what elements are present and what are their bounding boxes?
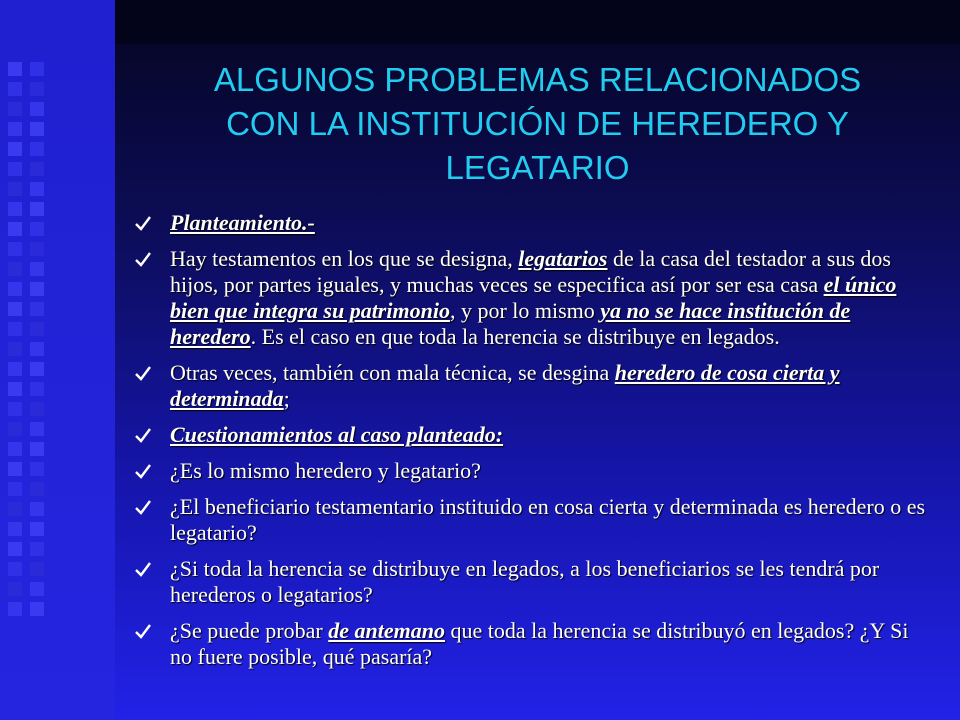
decor-square [30, 282, 44, 296]
decor-square [30, 402, 44, 416]
decor-square [30, 442, 44, 456]
emphasized-text: heredero de cosa cierta y determinada [170, 360, 840, 411]
decor-square [30, 602, 44, 616]
decor-square [8, 282, 22, 296]
decor-square [8, 222, 22, 236]
square-column-left [8, 62, 22, 622]
decor-square [30, 162, 44, 176]
bullet-text: ¿El beneficiario testamentario instituido en cosa cierta y determinada es heredero o es legatario? [170, 494, 926, 545]
bullet-item [130, 458, 930, 484]
decor-square [8, 102, 22, 116]
bullet-text: de la casa del testador a sus dos hijos, por partes iguales, y muchas veces se especifica así por ser esa casa [170, 246, 891, 297]
decor-square [8, 502, 22, 516]
decor-square [8, 82, 22, 96]
bullet-item [130, 210, 930, 236]
decor-square [8, 442, 22, 456]
decor-square [8, 342, 22, 356]
decor-square [30, 262, 44, 276]
checkmark-icon [134, 250, 152, 268]
decor-square [8, 302, 22, 316]
bullet-item [130, 494, 930, 546]
decor-square [8, 602, 22, 616]
emphasized-text: Planteamiento.- [170, 210, 315, 235]
checkmark-icon [134, 462, 152, 480]
decor-square [30, 302, 44, 316]
bullet-item [130, 246, 930, 350]
slide-title [115, 58, 960, 190]
decor-square [8, 62, 22, 76]
decor-square [30, 82, 44, 96]
decor-square [30, 482, 44, 496]
decor-square [30, 422, 44, 436]
decor-square [8, 422, 22, 436]
decor-square [8, 542, 22, 556]
decor-square [8, 582, 22, 596]
decor-square [8, 562, 22, 576]
decor-square [30, 342, 44, 356]
decor-square [8, 382, 22, 396]
decor-square [30, 222, 44, 236]
decor-square [30, 562, 44, 576]
title-line-1: ALGUNOS PROBLEMAS RELACIONADOS [213, 61, 862, 98]
square-column-right [30, 62, 44, 622]
bullet-item [130, 360, 930, 412]
bullet-list [130, 210, 930, 680]
checkmark-icon [134, 560, 152, 578]
bullet-text: ¿Se puede probar [170, 618, 329, 643]
emphasized-text: legatarios [518, 246, 608, 271]
bullet-item [130, 556, 930, 608]
decor-square [30, 142, 44, 156]
emphasized-text: ya no se hace institución de heredero [170, 298, 851, 349]
decor-square [30, 242, 44, 256]
bullet-text: ; [283, 386, 290, 411]
decor-square [8, 462, 22, 476]
checkmark-icon [134, 364, 152, 382]
decor-square [30, 382, 44, 396]
decor-square [30, 322, 44, 336]
decor-square [30, 62, 44, 76]
decor-square [8, 122, 22, 136]
decor-square [8, 482, 22, 496]
decor-square [30, 202, 44, 216]
decor-square [8, 262, 22, 276]
decor-square [8, 322, 22, 336]
decor-square [30, 362, 44, 376]
top-band [115, 0, 960, 44]
checkmark-icon [134, 214, 152, 232]
bullet-text: ¿Si toda la herencia se distribuye en legados, a los beneficiarios se les tendrá por herederos o legatarios? [170, 556, 880, 607]
decor-square [8, 142, 22, 156]
bullet-text: que toda la herencia se distribuyó en legados? ¿Y Si no fuere posible, qué pasaría? [170, 618, 909, 669]
bullet-item [130, 618, 930, 670]
decor-square [30, 182, 44, 196]
decor-square [8, 402, 22, 416]
decor-square [30, 542, 44, 556]
decor-square [30, 102, 44, 116]
sidebar-decoration [0, 0, 115, 720]
bullet-item [130, 422, 930, 448]
bullet-text: Otras veces, también con mala técnica, se desgina [170, 360, 615, 385]
checkmark-icon [134, 426, 152, 444]
bullet-text: Hay testamentos en los que se designa, [170, 246, 519, 271]
decor-square [8, 522, 22, 536]
checkmark-icon [134, 498, 152, 516]
emphasized-text: Cuestionamientos al caso planteado: [170, 422, 504, 447]
decor-square [30, 582, 44, 596]
bullet-text: ¿Es lo mismo heredero y legatario? [170, 458, 481, 483]
decor-square [30, 462, 44, 476]
decor-square [30, 522, 44, 536]
decor-square [8, 202, 22, 216]
bullet-text: . Es el caso en que toda la herencia se distribuye en legados. [250, 324, 780, 349]
emphasized-text: el único bien que integra su patrimonio [170, 272, 897, 323]
title-line-3: LEGATARIO [445, 149, 630, 186]
checkmark-icon [134, 622, 152, 640]
title-line-2: CON LA INSTITUCIÓN DE HEREDERO Y [226, 105, 849, 142]
decor-square [8, 162, 22, 176]
decor-square [30, 502, 44, 516]
decor-square [8, 362, 22, 376]
emphasized-text: de antemano [328, 618, 445, 643]
bullet-text: , y por lo mismo [449, 298, 601, 323]
decor-square [30, 122, 44, 136]
decor-square [8, 242, 22, 256]
decor-square [8, 182, 22, 196]
